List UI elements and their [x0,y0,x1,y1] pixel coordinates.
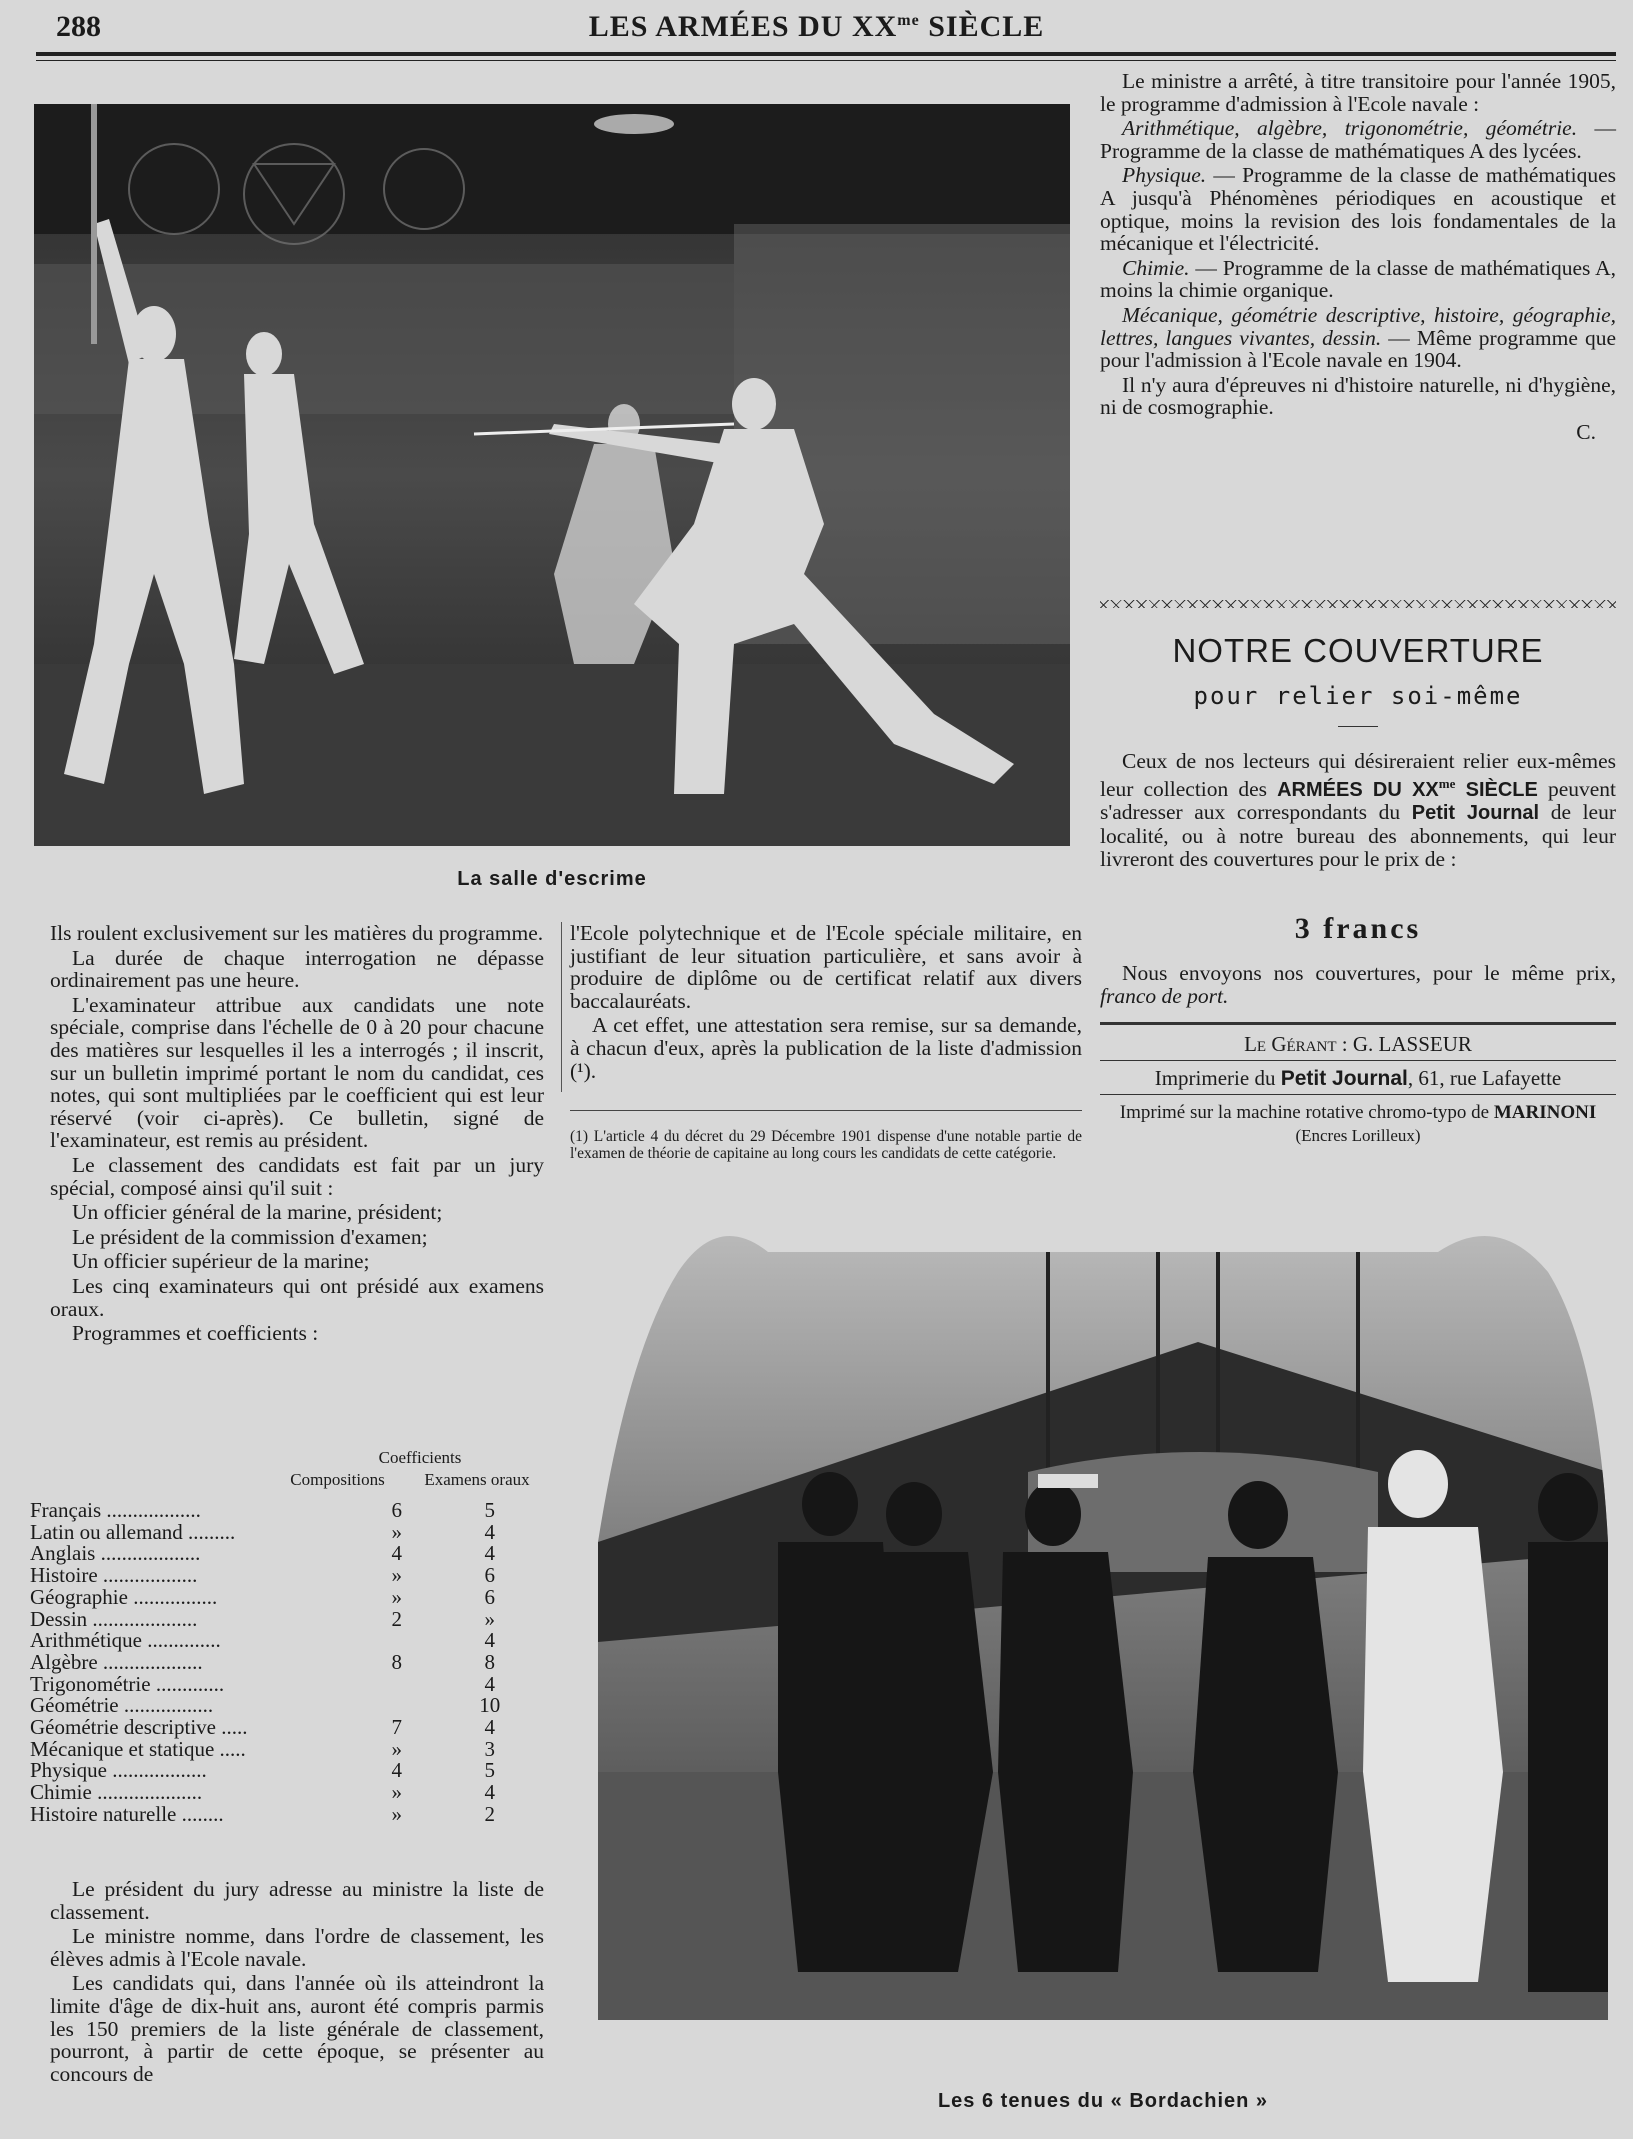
coef-oraux: 3 [484,1736,496,1761]
header-title-sup: me [897,12,920,29]
manager-line [1100,1032,1616,1057]
dot-leader: ........ [176,1801,224,1826]
imprint-rule-2 [1100,1094,1616,1095]
cover-text-bold-3: Petit Journal [1411,802,1540,825]
no-exam-paragraph: Il n'y aura d'épreuves ni d'histoire naturelle, ni d'hygiène, ni de cosmographie. [1100,372,1616,420]
left-p6: Le ministre nomme, dans l'ordre de classement, les élèves admis à l'Ecole navale. [50,1924,544,1971]
coef-row [30,1760,550,1782]
cover-notice [1100,750,1616,872]
footnote-rule [570,1110,1082,1111]
coef-oraux: 5 [484,1758,496,1783]
imprint-rule-1 [1100,1060,1616,1061]
coef-compositions: 2 [391,1606,402,1631]
send-italic: franco de port. [1100,983,1229,1008]
coef-oraux: 4 [484,1671,496,1696]
dot-leader: .................... [87,1606,198,1631]
coef-row [30,1565,550,1587]
left-p2: La durée de chaque interrogation ne dépasse ordinairement pas une heure. [50,945,544,993]
math-text: — Programme de la classe de mathématiques A des lycées. [1100,116,1617,163]
coef-compositions [364,1674,430,1696]
coef-oraux: 4 [484,1519,496,1544]
programmes-heading: Programmes et coefficients : [72,1321,319,1346]
dot-leader: .................. [97,1563,198,1588]
dot-leader: ................... [97,1649,203,1674]
coef-row [30,1739,550,1761]
coef-leader [320,1565,364,1587]
coef-leader [320,1717,364,1739]
program-intro: Le ministre a arrêté, à titre transitoire pour l'année 1905, le programme d'admission à l'Ecole navale : [1100,69,1616,116]
jury-item: Un officier supérieur de la marine; [72,1249,370,1274]
coef-leader [320,1760,364,1782]
coef-compositions: » [391,1563,402,1588]
physics-paragraph [1100,164,1616,254]
chemistry-paragraph [1100,257,1616,302]
coef-subject: Géométrie ................. [30,1693,214,1718]
other-subjects-text: — Même programme que pour l'admission à l'Ecole navale en 1904. [1100,325,1616,373]
signature: C. [1576,419,1596,444]
math-paragraph [1100,117,1616,162]
machine-bold: MARINONI [1493,1102,1597,1123]
manager-name: G. LASSEUR [1347,1032,1472,1056]
physics-text: — Programme de la classe de mathématiques A jusqu'à Phénomènes périodiques en acoustique et optique, moins la revision des lois fondamentales de la mécanique et l'électricité. [1100,163,1616,256]
coef-row [30,1804,550,1826]
coef-leader [320,1609,364,1631]
header-rule [36,52,1616,56]
page-number: 288 [56,10,101,43]
coef-subject: Physique .................. [30,1758,207,1783]
header-title-pre: LES ARMÉES DU XX [588,10,898,43]
left-column-bottom [50,1878,544,2087]
cover-text-2: peuvent s'adresser aux correspondants du [1100,776,1616,825]
coef-subject: Latin ou allemand ......... [30,1519,236,1544]
col-compositions: Compositions [290,1470,385,1489]
left-p7: Les candidats qui, dans l'année où ils atteindront la limite d'âge de dix-huit ans, auront été compris parmis les 150 premiers de la liste générale de classement, pourront, à partir de cette époque, se présenter au concours de [50,1971,544,2086]
coef-row [30,1782,550,1804]
coef-oraux: 10 [479,1693,501,1718]
jury-item: Le président de la commission d'examen; [72,1224,428,1249]
physics-label: Physique. [1122,163,1207,188]
imprint-rule-top [1100,1022,1616,1025]
other-subjects-paragraph [1100,304,1616,372]
send-text: Nous envoyons nos couvertures, pour le même prix, [1122,961,1616,985]
coef-subject: Chimie .................... [30,1780,203,1805]
middle-column [570,922,1082,1084]
other-subjects: Mécanique, géométrie descriptive, histoire, géographie, lettres, langues vivantes, dessin. [1100,302,1616,350]
coef-compositions: 7 [391,1715,402,1740]
left-p5: Le président du jury adresse au ministre la liste de classement. [50,1877,544,1924]
inks-line: (Encres Lorilleux) [1295,1126,1421,1145]
coef-row [30,1587,550,1609]
cover-subtitle: pour relier soi-même [1193,682,1523,710]
manager-label: Le Gérant : [1244,1032,1348,1056]
chemistry-text: — Programme de la classe de mathématiques A, moins la chimie organique. [1100,255,1616,303]
coef-compositions: 6 [391,1498,402,1522]
coef-row [30,1652,550,1674]
coef-compositions: 4 [391,1541,402,1566]
coef-oraux: 4 [484,1628,496,1653]
fencing-photo [34,104,1070,846]
coef-oraux: 2 [484,1801,496,1826]
jury-item: Un officier général de la marine, président; [72,1200,443,1225]
cover-title: NOTRE COUVERTURE [1172,632,1544,669]
coef-subject: Français .................. [30,1498,201,1522]
send-paragraph [1100,962,1616,1007]
dot-leader: ............. [150,1671,225,1696]
left-p4: Le classement des candidats est fait par un jury spécial, composé ainsi qu'il suit : [50,1152,544,1200]
coef-compositions [364,1695,430,1717]
coef-leader [320,1739,364,1761]
cover-text-sup: me [1438,775,1456,791]
coefficients-body [30,1500,550,1826]
coef-compositions: » [391,1584,402,1609]
coef-subject: Dessin .................... [30,1606,198,1631]
dot-leader: ..... [216,1715,248,1740]
coef-subject: Trigonométrie ............. [30,1671,225,1696]
coef-subject: Géographie ................ [30,1584,218,1609]
printer-text-2: , 61, rue Lafayette [1407,1066,1562,1090]
middle-p1: l'Ecole polytechnique et de l'Ecole spéciale militaire, en justifiant de leur situation particulière, et sans avoir à produire de diplôme ou de certificat relatif aux divers baccalauréats. [570,921,1082,1013]
cover-text-bold-1: ARMÉES DU XX [1277,778,1439,801]
uniforms-caption: Les 6 tenues du « Bordachien » [937,2090,1269,2112]
send-notice [1100,962,1616,1009]
coef-oraux: 8 [484,1649,496,1674]
coef-subject: Géométrie descriptive ..... [30,1715,248,1740]
dot-leader: ......... [182,1519,236,1544]
dot-leader: .............. [141,1628,221,1653]
coef-compositions [364,1630,430,1652]
header-rule-thin [36,60,1616,61]
coef-oraux: 6 [484,1584,496,1609]
coef-leader [320,1804,364,1826]
coef-subject: Arithmétique .............. [30,1628,221,1653]
machine-line [1100,1102,1616,1124]
coef-leader [320,1500,364,1522]
cover-text-1: Ceux de nos lecteurs qui désireraient relier eux-mêmes leur collection des [1100,749,1616,801]
coef-oraux: 4 [484,1715,496,1740]
coef-leader [320,1782,364,1804]
dot-leader: ................... [95,1541,201,1566]
coef-leader [320,1652,364,1674]
coef-row [30,1609,550,1631]
middle-p2: A cet effet, une attestation sera remise, sur sa demande, à chacun d'eux, après la publication de la liste d'admission (¹). [570,1013,1082,1083]
dot-leader: .................. [107,1758,207,1783]
column-divider [561,922,562,1092]
uniforms-photo [598,1212,1608,2020]
coef-subject: Algèbre ................... [30,1649,203,1674]
header-title-post: SIÈCLE [919,10,1045,43]
coef-oraux: 5 [484,1498,496,1522]
cover-subtitle-rule [1338,726,1378,727]
printer-bold: Petit Journal [1280,1067,1408,1090]
col-oraux: Examens oraux [424,1470,530,1489]
left-column [50,922,544,1347]
coef-leader [320,1630,364,1652]
section-divider [1100,600,1616,608]
coef-leader [320,1587,364,1609]
coef-subject: Histoire naturelle ........ [30,1801,224,1826]
coef-row [30,1717,550,1739]
price: 3 francs [1294,912,1422,945]
coef-compositions: » [391,1801,402,1826]
cover-text-bold-2: SIÈCLE [1455,778,1538,801]
machine-text: Imprimé sur la machine rotative chromo-typo de [1119,1102,1494,1123]
coef-leader [320,1674,364,1696]
coefficients-grid [30,1500,550,1826]
coefficients-heading: Coefficients [378,1448,462,1467]
coef-oraux: 6 [484,1563,496,1588]
coef-compositions: 4 [391,1758,402,1783]
fencing-caption: La salle d'escrime [457,868,647,890]
coef-subject: Anglais ................... [30,1541,201,1566]
jury-item: Les cinq examinateurs qui ont présidé aux examens oraux. [50,1273,544,1321]
coef-compositions: » [391,1736,402,1761]
coef-row [30,1543,550,1565]
printer-text-1: Imprimerie du [1154,1066,1281,1090]
footnote: (1) L'article 4 du décret du 29 Décembre 1901 dispense d'une notable partie de l'examen de théorie de capitaine au long cours les candidats de cette catégorie. [570,1128,1082,1162]
coef-oraux: 4 [484,1541,496,1566]
printer-line [1100,1066,1616,1091]
coef-leader [320,1522,364,1544]
dot-leader: ................. [118,1693,214,1718]
coef-compositions: » [391,1519,402,1544]
left-p3: L'examinateur attribue aux candidats une note spéciale, comprise dans l'échelle de 0 à 20 pour chacune des matières sur lesquelles il les a interrogés ; il inscrit, sur un bulletin imprimé portant le nom du candidat, ces notes, qui sont multipliées par le coefficient qui est leur réservé (voir ci-après). Ce bulletin, signé de l'examinateur, est remis au président. [50,992,544,1153]
coef-subject: Histoire .................. [30,1563,198,1588]
coef-subject: Mécanique et statique ..... [30,1736,246,1761]
coef-compositions: » [391,1780,402,1805]
cover-text-3: de leur localité, ou à notre bureau des abonnements, qui leur livreront des couvertures pour le prix de : [1100,800,1617,871]
coef-row [30,1674,550,1696]
cover-paragraph [1100,750,1616,870]
right-column [1100,70,1616,444]
dot-leader: .................. [101,1498,201,1522]
chemistry-label: Chimie. [1122,255,1190,280]
coef-row [30,1500,550,1522]
dot-leader: ................ [127,1584,218,1609]
coef-oraux: » [484,1606,496,1631]
coef-row [30,1695,550,1717]
coef-leader [320,1695,364,1717]
coef-leader [320,1543,364,1565]
coef-row [30,1630,550,1652]
dot-leader: .................... [91,1780,203,1805]
left-p1: Ils roulent exclusivement sur les matières du programme. [50,921,544,945]
coef-oraux: 4 [484,1780,496,1805]
math-subjects: Arithmétique, algèbre, trigonométrie, géométrie. [1122,116,1578,141]
page-header-title [0,10,1633,44]
dot-leader: ..... [214,1736,246,1761]
coef-row [30,1522,550,1544]
coef-compositions: 8 [391,1649,402,1674]
